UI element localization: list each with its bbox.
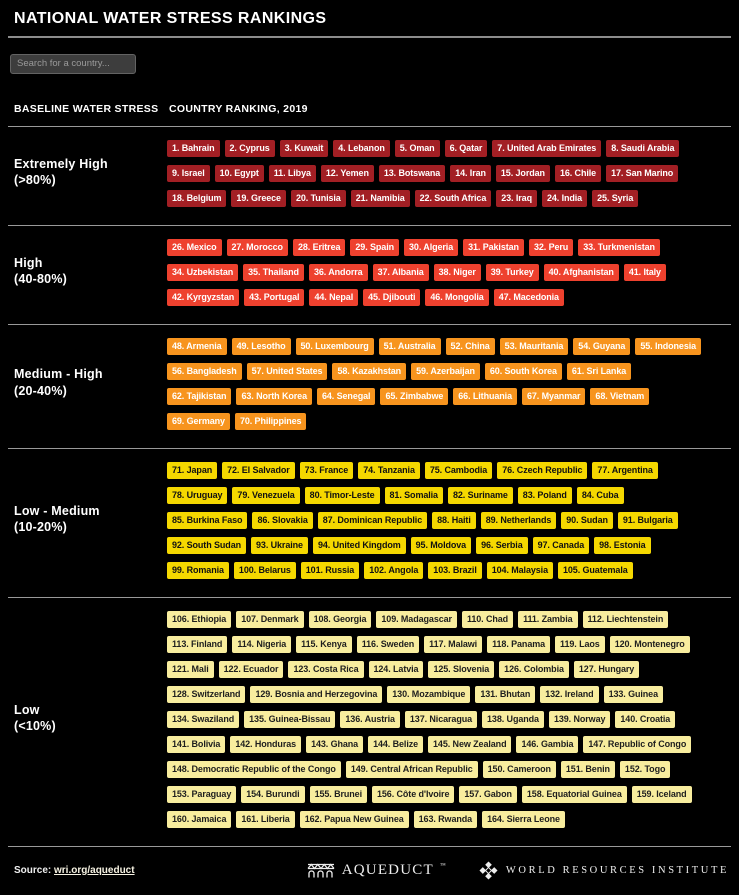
ranking-sections bbox=[0, 127, 739, 847]
country-tag: 42. Kyrgyzstan bbox=[167, 289, 239, 306]
country-tag: 46. Mongolia bbox=[425, 289, 488, 306]
country-tag: 28. Eritrea bbox=[293, 239, 345, 256]
country-tag: 63. North Korea bbox=[236, 388, 312, 405]
country-tag: 140. Croatia bbox=[615, 711, 675, 728]
stress-section-1 bbox=[8, 226, 731, 325]
country-tag: 92. South Sudan bbox=[167, 537, 246, 554]
stress-section-2 bbox=[8, 325, 731, 449]
country-tag: 95. Moldova bbox=[411, 537, 471, 554]
country-tag: 19. Greece bbox=[231, 190, 286, 207]
country-tag-rows bbox=[167, 338, 731, 438]
country-tag: 65. Zimbabwe bbox=[380, 388, 448, 405]
country-tag: 129. Bosnia and Herzegovina bbox=[250, 686, 382, 703]
country-tag: 78. Uruguay bbox=[167, 487, 227, 504]
country-tag: 36. Andorra bbox=[309, 264, 368, 281]
country-tag: 127. Hungary bbox=[574, 661, 639, 678]
country-tag: 82. Suriname bbox=[448, 487, 513, 504]
country-tag: 13. Botswana bbox=[379, 165, 445, 182]
column-headers bbox=[8, 103, 731, 115]
country-tag: 149. Central African Republic bbox=[346, 761, 478, 778]
country-tag: 100. Belarus bbox=[234, 562, 296, 579]
stress-category-label bbox=[8, 338, 167, 438]
country-tag: 52. China bbox=[446, 338, 495, 355]
country-tag: 109. Madagascar bbox=[376, 611, 457, 628]
country-tag: 143. Ghana bbox=[306, 736, 363, 753]
country-tag: 105. Guatemala bbox=[558, 562, 633, 579]
country-tag: 47. Macedonia bbox=[494, 289, 564, 306]
country-tag-row bbox=[167, 686, 731, 703]
country-tag: 103. Brazil bbox=[428, 562, 481, 579]
country-tag: 126. Colombia bbox=[499, 661, 569, 678]
country-tag: 124. Latvia bbox=[369, 661, 424, 678]
country-tag: 69. Germany bbox=[167, 413, 230, 430]
country-tag: 84. Cuba bbox=[577, 487, 624, 504]
aqueduct-trademark: ™ bbox=[439, 862, 447, 869]
stress-category-name: High bbox=[14, 255, 43, 270]
country-tag-row bbox=[167, 239, 731, 256]
country-tag: 15. Jordan bbox=[496, 165, 550, 182]
title-divider bbox=[8, 36, 731, 38]
country-tag: 43. Portugal bbox=[244, 289, 304, 306]
country-tag-row bbox=[167, 786, 731, 803]
country-tag: 146. Gambia bbox=[516, 736, 578, 753]
country-tag: 3. Kuwait bbox=[280, 140, 329, 157]
country-tag: 22. South Africa bbox=[415, 190, 492, 207]
country-tag: 41. Italy bbox=[624, 264, 666, 281]
country-tag: 102. Angola bbox=[364, 562, 423, 579]
country-tag: 51. Australia bbox=[379, 338, 441, 355]
wri-logo bbox=[479, 861, 729, 880]
country-tag: 108. Georgia bbox=[309, 611, 372, 628]
country-tag: 94. United Kingdom bbox=[313, 537, 406, 554]
country-tag: 39. Turkey bbox=[486, 264, 539, 281]
country-tag: 163. Rwanda bbox=[414, 811, 477, 828]
country-tag: 12. Yemen bbox=[321, 165, 374, 182]
country-tag: 79. Venezuela bbox=[232, 487, 299, 504]
country-tag: 87. Dominican Republic bbox=[318, 512, 427, 529]
country-tag-row bbox=[167, 636, 731, 653]
country-tag: 64. Senegal bbox=[317, 388, 375, 405]
country-tag: 120. Montenegro bbox=[610, 636, 690, 653]
stress-category-label bbox=[8, 239, 167, 314]
country-tag-row bbox=[167, 661, 731, 678]
country-tag: 164. Sierra Leone bbox=[482, 811, 565, 828]
country-tag: 119. Laos bbox=[555, 636, 605, 653]
country-tag-row bbox=[167, 165, 731, 182]
country-tag: 112. Liechtenstein bbox=[583, 611, 669, 628]
country-tag: 159. Iceland bbox=[632, 786, 692, 803]
country-tag: 68. Vietnam bbox=[590, 388, 649, 405]
country-tag: 30. Algeria bbox=[404, 239, 458, 256]
country-tag: 117. Malawi bbox=[424, 636, 482, 653]
country-tag-rows bbox=[167, 140, 731, 215]
country-tag: 107. Denmark bbox=[236, 611, 303, 628]
country-tag: 155. Brunei bbox=[310, 786, 367, 803]
country-tag: 157. Gabon bbox=[459, 786, 517, 803]
column-header-country-ranking: COUNTRY RANKING, 2019 bbox=[169, 102, 308, 115]
country-tag: 75. Cambodia bbox=[425, 462, 492, 479]
country-tag: 80. Timor-Leste bbox=[305, 487, 380, 504]
header bbox=[0, 0, 739, 127]
country-tag: 62. Tajikistan bbox=[167, 388, 231, 405]
country-tag-row bbox=[167, 761, 731, 778]
country-tag: 136. Austria bbox=[340, 711, 400, 728]
country-tag-row bbox=[167, 413, 731, 430]
source-text bbox=[14, 865, 135, 876]
country-tag-row bbox=[167, 711, 731, 728]
country-tag: 45. Djibouti bbox=[363, 289, 420, 306]
country-tag: 90. Sudan bbox=[561, 512, 613, 529]
country-tag: 60. South Korea bbox=[485, 363, 562, 380]
country-tag: 134. Swaziland bbox=[167, 711, 239, 728]
country-tag: 7. United Arab Emirates bbox=[492, 140, 601, 157]
country-tag-row bbox=[167, 289, 731, 306]
country-tag: 61. Sri Lanka bbox=[567, 363, 631, 380]
country-tag: 93. Ukraine bbox=[251, 537, 308, 554]
country-tag-row bbox=[167, 190, 731, 207]
stress-category-range: (10-20%) bbox=[14, 520, 68, 534]
country-tag: 34. Uzbekistan bbox=[167, 264, 238, 281]
country-tag: 98. Estonia bbox=[594, 537, 650, 554]
country-tag: 35. Thailand bbox=[243, 264, 304, 281]
country-tag: 1. Bahrain bbox=[167, 140, 220, 157]
country-tag: 76. Czech Republic bbox=[497, 462, 587, 479]
country-tag: 6. Qatar bbox=[445, 140, 488, 157]
country-tag: 99. Romania bbox=[167, 562, 229, 579]
country-tag: 2. Cyprus bbox=[225, 140, 275, 157]
stress-section-0 bbox=[8, 127, 731, 226]
country-tag-rows bbox=[167, 611, 731, 836]
country-tag: 9. Israel bbox=[167, 165, 210, 182]
stress-category-label bbox=[8, 140, 167, 215]
country-tag: 73. France bbox=[300, 462, 354, 479]
country-tag: 18. Belgium bbox=[167, 190, 226, 207]
country-tag: 122. Ecuador bbox=[219, 661, 284, 678]
stress-category-range: (>80%) bbox=[14, 173, 56, 187]
country-tag: 142. Honduras bbox=[230, 736, 301, 753]
country-tag: 114. Nigeria bbox=[232, 636, 291, 653]
country-tag: 56. Bangladesh bbox=[167, 363, 242, 380]
stress-category-name: Extremely High bbox=[14, 156, 108, 171]
country-tag: 110. Chad bbox=[462, 611, 513, 628]
country-tag: 121. Mali bbox=[167, 661, 214, 678]
stress-category-label bbox=[8, 611, 167, 836]
country-tag: 131. Bhutan bbox=[475, 686, 535, 703]
country-tag: 5. Oman bbox=[395, 140, 440, 157]
country-tag: 152. Togo bbox=[620, 761, 670, 778]
country-tag: 161. Liberia bbox=[236, 811, 294, 828]
country-tag: 16. Chile bbox=[555, 165, 601, 182]
country-tag: 8. Saudi Arabia bbox=[606, 140, 679, 157]
country-tag: 123. Costa Rica bbox=[288, 661, 363, 678]
country-tag: 101. Russia bbox=[301, 562, 359, 579]
country-tag: 14. Iran bbox=[450, 165, 491, 182]
country-tag: 148. Democratic Republic of the Congo bbox=[167, 761, 341, 778]
country-tag: 139. Norway bbox=[549, 711, 610, 728]
country-tag: 67. Myanmar bbox=[522, 388, 585, 405]
country-tag-row bbox=[167, 487, 731, 504]
country-tag: 70. Philippines bbox=[235, 413, 307, 430]
country-tag: 25. Syria bbox=[592, 190, 638, 207]
country-tag-rows bbox=[167, 239, 731, 314]
country-tag: 33. Turkmenistan bbox=[578, 239, 660, 256]
country-tag: 55. Indonesia bbox=[635, 338, 701, 355]
aqueduct-logo bbox=[306, 862, 447, 879]
stress-category-range: (40-80%) bbox=[14, 272, 68, 286]
country-tag: 53. Mauritania bbox=[500, 338, 569, 355]
page-title: NATIONAL WATER STRESS RANKINGS bbox=[14, 10, 327, 27]
country-tag: 162. Papua New Guinea bbox=[300, 811, 409, 828]
country-tag: 106. Ethiopia bbox=[167, 611, 231, 628]
country-tag: 77. Argentina bbox=[592, 462, 657, 479]
wri-logo-text: WORLD RESOURCES INSTITUTE bbox=[505, 864, 729, 876]
stress-section-3 bbox=[8, 449, 731, 598]
country-tag: 48. Armenia bbox=[167, 338, 227, 355]
country-tag: 116. Sweden bbox=[357, 636, 419, 653]
search-input[interactable] bbox=[10, 54, 136, 74]
country-tag: 115. Kenya bbox=[296, 636, 352, 653]
country-tag: 130. Mozambique bbox=[387, 686, 470, 703]
country-tag: 145. New Zealand bbox=[428, 736, 511, 753]
country-tag: 38. Niger bbox=[434, 264, 481, 281]
country-tag: 118. Panama bbox=[487, 636, 550, 653]
country-tag: 4. Lebanon bbox=[333, 140, 390, 157]
country-tag: 49. Lesotho bbox=[232, 338, 291, 355]
country-tag: 138. Uganda bbox=[482, 711, 544, 728]
country-tag: 83. Poland bbox=[518, 487, 572, 504]
country-tag: 32. Peru bbox=[529, 239, 573, 256]
stress-category-label bbox=[8, 462, 167, 587]
aqueduct-logo-icon bbox=[306, 862, 336, 878]
country-tag: 88. Haiti bbox=[432, 512, 476, 529]
country-tag: 113. Finland bbox=[167, 636, 227, 653]
country-tag: 144. Belize bbox=[368, 736, 423, 753]
country-tag: 154. Burundi bbox=[241, 786, 304, 803]
stress-category-name: Low bbox=[14, 702, 40, 717]
country-tag: 10. Egypt bbox=[215, 165, 264, 182]
country-tag: 160. Jamaica bbox=[167, 811, 231, 828]
country-tag: 150. Cameroon bbox=[483, 761, 556, 778]
country-tag: 29. Spain bbox=[350, 239, 399, 256]
country-tag-row bbox=[167, 264, 731, 281]
source-link[interactable]: wri.org/aqueduct bbox=[54, 864, 135, 876]
country-tag-row bbox=[167, 736, 731, 753]
country-tag: 71. Japan bbox=[167, 462, 217, 479]
country-tag: 141. Bolivia bbox=[167, 736, 225, 753]
country-tag: 97. Canada bbox=[533, 537, 590, 554]
country-tag-row bbox=[167, 363, 731, 380]
stress-section-4 bbox=[8, 598, 731, 847]
country-tag: 44. Nepal bbox=[309, 289, 358, 306]
country-tag: 11. Libya bbox=[269, 165, 316, 182]
country-tag: 125. Slovenia bbox=[428, 661, 494, 678]
country-tag: 104. Malaysia bbox=[487, 562, 553, 579]
country-tag-row bbox=[167, 811, 731, 828]
country-tag-row bbox=[167, 562, 731, 579]
country-tag: 37. Albania bbox=[373, 264, 429, 281]
country-tag: 86. Slovakia bbox=[252, 512, 312, 529]
country-tag: 40. Afghanistan bbox=[544, 264, 619, 281]
country-tag: 156. Côte d'Ivoire bbox=[372, 786, 454, 803]
country-tag-row bbox=[167, 611, 731, 628]
country-tag: 137. Nicaragua bbox=[405, 711, 477, 728]
country-tag: 133. Guinea bbox=[604, 686, 663, 703]
country-tag: 24. India bbox=[542, 190, 587, 207]
country-tag: 20. Tunisia bbox=[291, 190, 346, 207]
country-tag: 89. Netherlands bbox=[481, 512, 557, 529]
column-header-baseline-water-stress: BASELINE WATER STRESS bbox=[14, 102, 159, 115]
country-tag-row bbox=[167, 338, 731, 355]
country-tag-rows bbox=[167, 462, 731, 587]
country-tag: 147. Republic of Congo bbox=[583, 736, 691, 753]
stress-category-name: Medium - High bbox=[14, 367, 103, 382]
source-label: Source: bbox=[14, 864, 52, 876]
country-tag: 81. Somalia bbox=[385, 487, 443, 504]
country-tag: 27. Morocco bbox=[227, 239, 288, 256]
country-tag: 74. Tanzania bbox=[358, 462, 420, 479]
country-tag: 151. Benin bbox=[561, 761, 615, 778]
country-tag: 31. Pakistan bbox=[463, 239, 524, 256]
country-tag: 23. Iraq bbox=[496, 190, 537, 207]
stress-category-name: Low - Medium bbox=[14, 503, 100, 518]
country-tag: 17. San Marino bbox=[606, 165, 678, 182]
country-tag-row bbox=[167, 388, 731, 405]
stress-category-range: (<10%) bbox=[14, 719, 56, 733]
country-tag: 57. United States bbox=[247, 363, 328, 380]
country-tag: 72. El Salvador bbox=[222, 462, 295, 479]
country-tag: 26. Mexico bbox=[167, 239, 222, 256]
country-tag: 50. Luxembourg bbox=[296, 338, 374, 355]
stress-category-range: (20-40%) bbox=[14, 383, 68, 398]
country-tag: 54. Guyana bbox=[573, 338, 630, 355]
country-tag-row bbox=[167, 462, 731, 479]
aqueduct-logo-text: AQUEDUCT bbox=[341, 861, 434, 878]
country-tag: 21. Namibia bbox=[351, 190, 410, 207]
country-tag: 58. Kazakhstan bbox=[332, 363, 406, 380]
country-tag: 158. Equatorial Guinea bbox=[522, 786, 627, 803]
country-tag: 91. Bulgaria bbox=[618, 512, 678, 529]
country-tag: 66. Lithuania bbox=[453, 388, 517, 405]
country-tag: 132. Ireland bbox=[540, 686, 598, 703]
footer bbox=[0, 847, 739, 880]
country-tag: 135. Guinea-Bissau bbox=[244, 711, 335, 728]
country-tag: 59. Azerbaijan bbox=[411, 363, 480, 380]
country-tag: 85. Burkina Faso bbox=[167, 512, 247, 529]
wri-logo-icon bbox=[479, 861, 498, 880]
country-tag: 128. Switzerland bbox=[167, 686, 245, 703]
country-tag: 96. Serbia bbox=[476, 537, 528, 554]
country-tag-row bbox=[167, 537, 731, 554]
country-tag-row bbox=[167, 140, 731, 157]
logos bbox=[306, 861, 729, 880]
country-tag-row bbox=[167, 512, 731, 529]
country-tag: 153. Paraguay bbox=[167, 786, 236, 803]
country-tag: 111. Zambia bbox=[518, 611, 577, 628]
